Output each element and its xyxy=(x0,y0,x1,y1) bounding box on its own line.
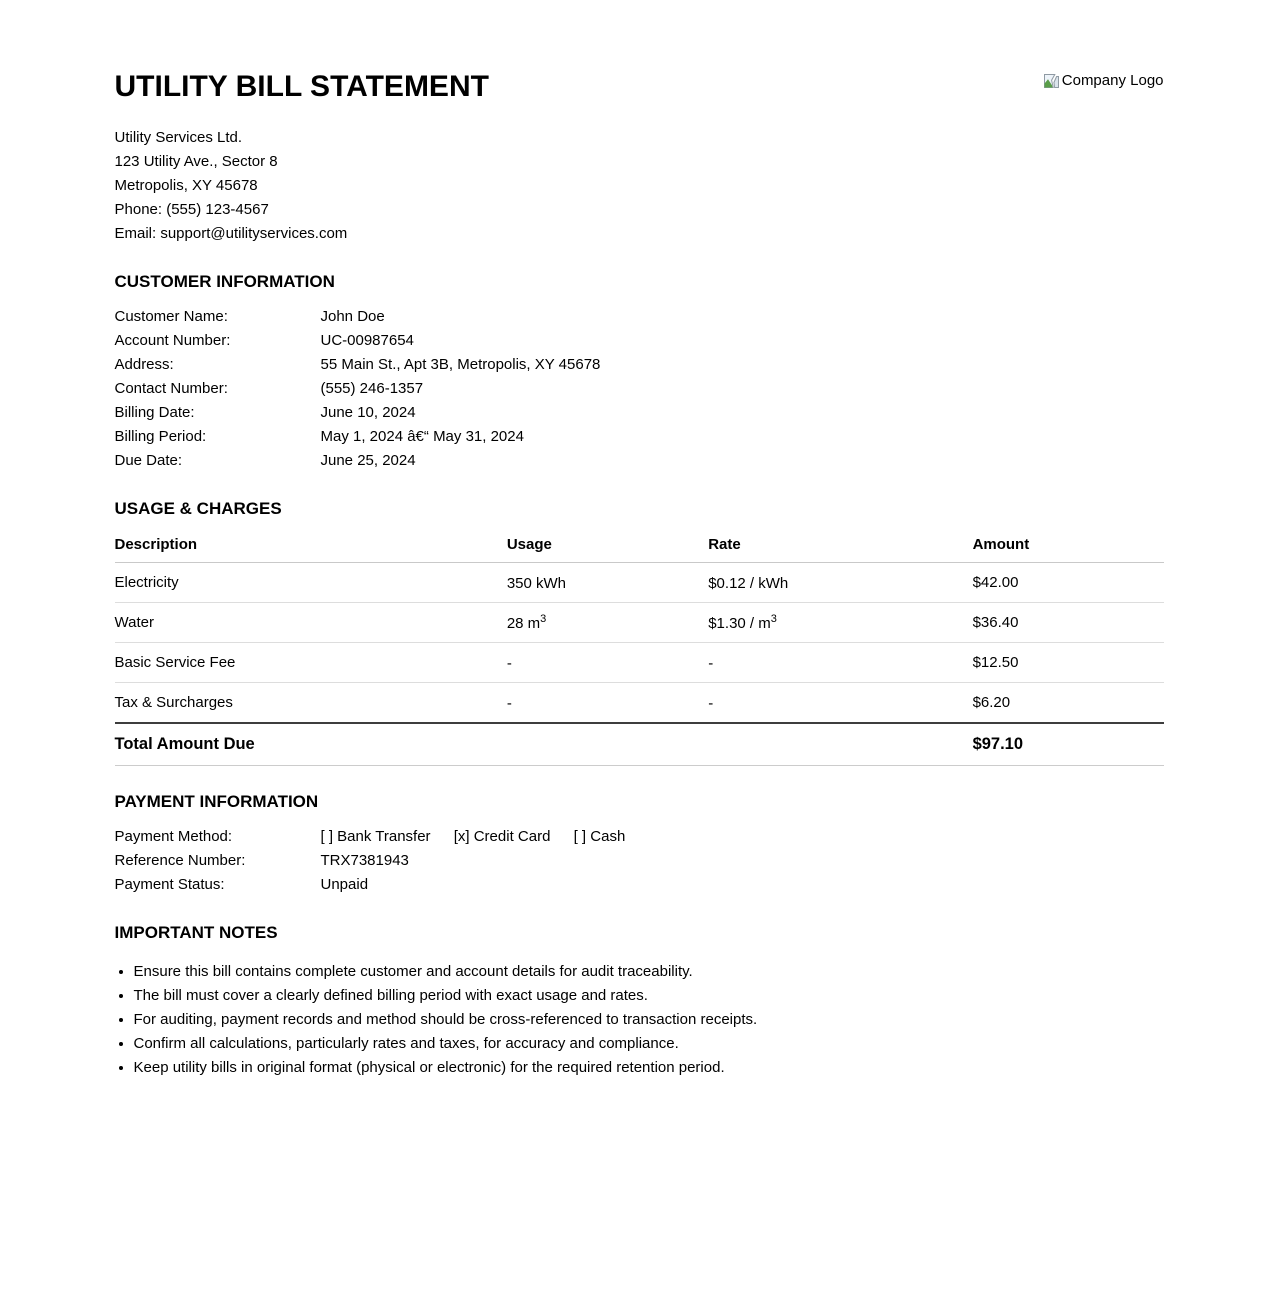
payment-method-options xyxy=(321,825,1164,849)
payment-option-cash: [ ] Cash xyxy=(573,828,626,845)
info-row-payment-method xyxy=(115,825,1164,849)
cell-usage: - xyxy=(507,643,708,683)
table-header-row xyxy=(115,532,1164,563)
customer-info-section xyxy=(115,305,1164,473)
col-header-usage: Usage xyxy=(507,532,708,563)
info-label: Due Date: xyxy=(114,452,183,469)
company-email: Email: support@utilityservices.com xyxy=(114,225,348,242)
cell-description: Water xyxy=(115,603,507,643)
cell-description: Tax & Surcharges xyxy=(115,683,507,724)
table-row-basic-service-fee xyxy=(115,643,1164,683)
cell-usage: - xyxy=(507,683,708,724)
cell-usage: 28 $m^3$ xyxy=(507,603,708,643)
company-city: Metropolis, XY 45678 xyxy=(114,177,258,194)
col-header-description: Description xyxy=(115,532,507,563)
payment-info-heading: PAYMENT INFORMATION xyxy=(114,792,319,811)
info-value: 55 Main St., Apt 3B, Metropolis, XY 45678 xyxy=(320,356,601,373)
note-item: • Ensure this bill contains complete customer and account details for audit traceability. xyxy=(134,960,1164,984)
total-usage-empty xyxy=(507,723,708,766)
usage-charges-heading: USAGE & CHARGES xyxy=(114,499,282,518)
company-name: Utility Services Ltd. xyxy=(114,129,243,146)
page-title: UTILITY BILL STATEMENT xyxy=(114,70,489,103)
cell-amount: $6.20 xyxy=(973,683,1164,724)
note-item: • Confirm all calculations, particularly rates and taxes, for accuracy and compliance. xyxy=(134,1032,1164,1056)
payment-option-bank-transfer: [ ] Bank Transfer xyxy=(320,828,431,845)
company-logo-broken-image xyxy=(1043,72,1164,89)
cell-rate: $1.30 / $m^3$ xyxy=(708,603,972,643)
info-row-account-number xyxy=(115,329,1164,353)
info-row-billing-period xyxy=(115,425,1164,449)
info-label: Account Number: xyxy=(114,332,231,349)
info-value: June 10, 2024 xyxy=(320,404,416,421)
company-phone: Phone: (555) 123-4567 xyxy=(114,201,269,218)
table-row-electricity xyxy=(115,563,1164,603)
total-amount: $97.10 xyxy=(973,723,1164,766)
table-row-total xyxy=(115,723,1164,766)
cell-amount: $12.50 xyxy=(973,643,1164,683)
info-label: Address: xyxy=(114,356,174,373)
note-item: • For auditing, payment records and method should be cross-referenced to transaction receipts. xyxy=(134,1008,1164,1032)
cell-usage: 350 kWh xyxy=(507,563,708,603)
info-row-payment-status xyxy=(115,873,1164,897)
cell-rate: - xyxy=(708,643,972,683)
bill-document xyxy=(115,0,1164,1180)
info-row-reference-number xyxy=(115,849,1164,873)
cell-rate: - xyxy=(708,683,972,724)
info-value: UC-00987654 xyxy=(320,332,414,349)
important-notes-heading: IMPORTANT NOTES xyxy=(114,923,278,942)
col-header-amount: Amount xyxy=(973,532,1164,563)
company-logo-alt-text: Company Logo xyxy=(1061,72,1164,89)
info-label: Payment Status: xyxy=(114,876,225,893)
important-notes-list xyxy=(115,960,1164,1080)
total-rate-empty xyxy=(708,723,972,766)
info-label: Payment Method: xyxy=(114,828,233,845)
info-value: John Doe xyxy=(320,308,385,325)
info-row-due-date xyxy=(115,449,1164,473)
cell-amount: $36.40 xyxy=(973,603,1164,643)
info-row-contact-number xyxy=(115,377,1164,401)
info-value: Unpaid xyxy=(320,876,369,893)
note-item: • Keep utility bills in original format (physical or electronic) for the required retention period. xyxy=(134,1056,1164,1080)
info-value: May 1, 2024 â€“ May 31, 2024 xyxy=(320,428,524,445)
broken-image-icon xyxy=(1043,72,1060,89)
info-row-billing-date xyxy=(115,401,1164,425)
table-row-tax-surcharges xyxy=(115,683,1164,724)
info-label: Billing Period: xyxy=(114,428,207,445)
table-row-water xyxy=(115,603,1164,643)
info-label: Customer Name: xyxy=(114,308,228,325)
info-row-address xyxy=(115,353,1164,377)
payment-info-section xyxy=(115,825,1164,897)
company-address-block xyxy=(115,126,1164,246)
cell-description: Electricity xyxy=(115,563,507,603)
payment-option-credit-card: [x] Credit Card xyxy=(453,828,551,845)
company-street: 123 Utility Ave., Sector 8 xyxy=(114,153,278,170)
info-label: Reference Number: xyxy=(114,852,246,869)
info-label: Contact Number: xyxy=(114,380,228,397)
info-value: TRX7381943 xyxy=(320,852,409,869)
info-value: (555) 246-1357 xyxy=(320,380,424,397)
info-value: June 25, 2024 xyxy=(320,452,416,469)
col-header-rate: Rate xyxy=(708,532,972,563)
customer-info-heading: CUSTOMER INFORMATION xyxy=(114,272,335,291)
info-label: Billing Date: xyxy=(114,404,195,421)
cell-amount: $42.00 xyxy=(973,563,1164,603)
cell-rate: $0.12 / kWh xyxy=(708,563,972,603)
note-item: • The bill must cover a clearly defined billing period with exact usage and rates. xyxy=(134,984,1164,1008)
total-label: Total Amount Due xyxy=(115,723,507,766)
usage-charges-table xyxy=(115,532,1164,766)
document-header xyxy=(115,70,1164,126)
cell-description: Basic Service Fee xyxy=(115,643,507,683)
info-row-customer-name xyxy=(115,305,1164,329)
